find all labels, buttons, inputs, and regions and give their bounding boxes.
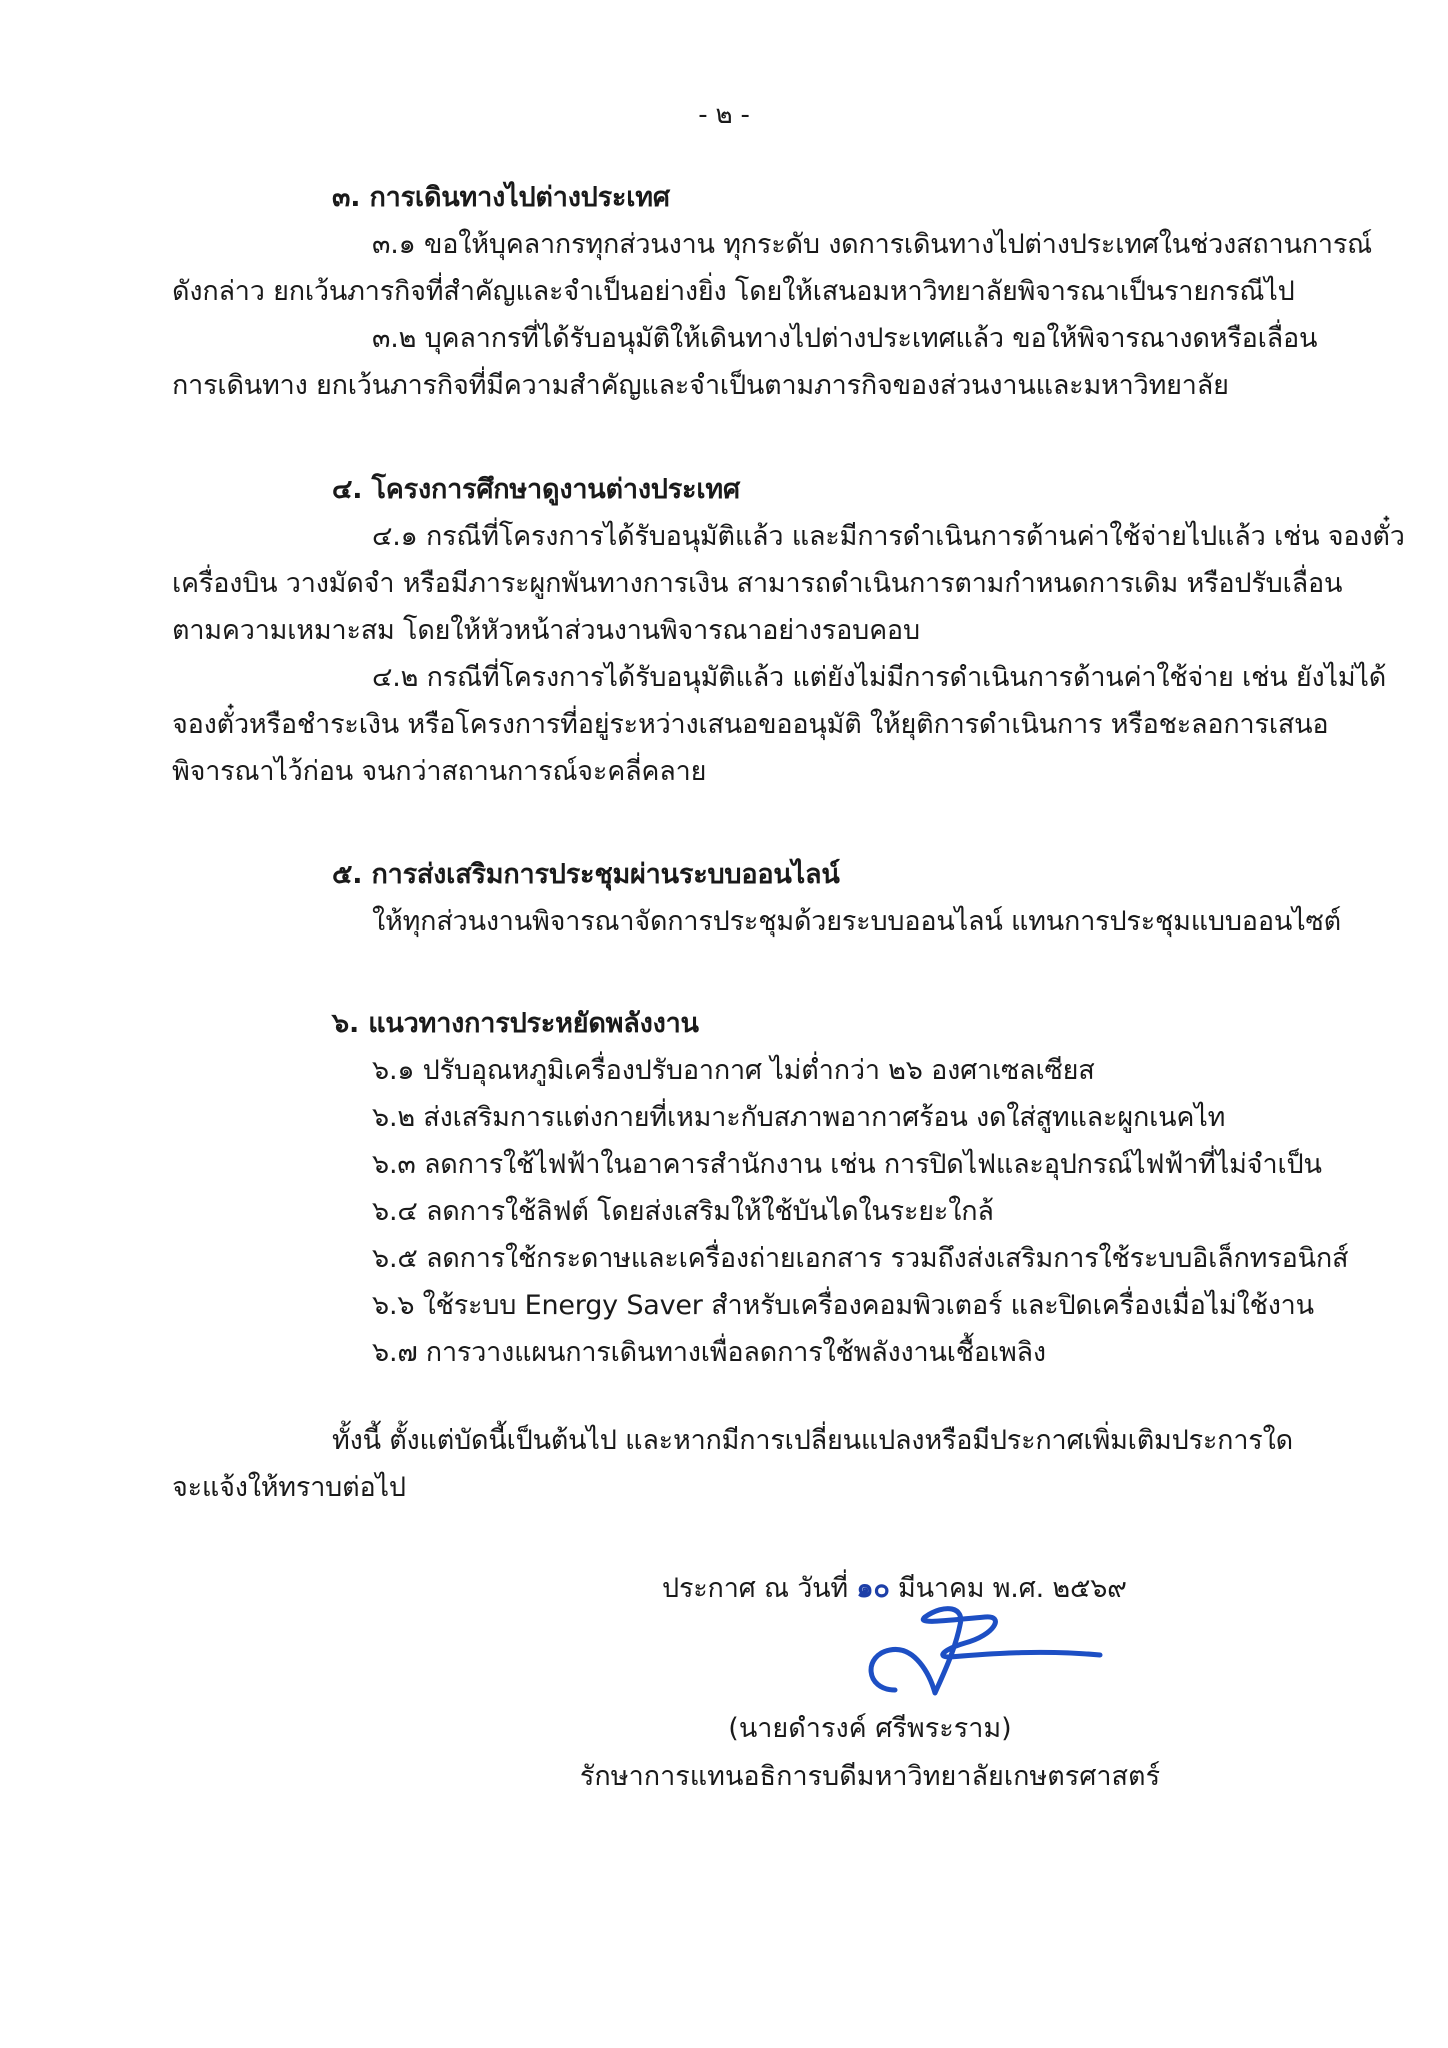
announcement-day: ๑๐ xyxy=(856,1573,890,1604)
section-6-item-6: ๖.๖ ใช้ระบบ Energy Saver สำหรับเครื่องคอมพิวเตอร์ และปิดเครื่องเมื่อไม่ใช้งาน xyxy=(372,1290,1314,1321)
signature-icon xyxy=(855,1595,1115,1705)
section-6-item-4: ๖.๔ ลดการใช้ลิฟต์ โดยส่งเสริมให้ใช้บันไดในระยะใกล้ xyxy=(372,1196,994,1227)
section-6-heading: ๖. แนวทางการประหยัดพลังงาน xyxy=(332,1008,699,1039)
section-4-1-line-1: ๔.๑ กรณีที่โครงการได้รับอนุมัติแล้ว และมีการดำเนินการด้านค่าใช้จ่ายไปแล้ว เช่น จองตั๋ว xyxy=(372,521,1405,552)
closing-line-2: จะแจ้งให้ทราบต่อไป xyxy=(172,1472,406,1503)
section-4-2-line-2: จองตั๋วหรือชำระเงิน หรือโครงการที่อยู่ระหว่างเสนอขออนุมัติ ให้ยุติการดำเนินการ หรือชะลอการเสนอ xyxy=(172,709,1329,740)
announcement-prefix: ประกาศ ณ วันที่ xyxy=(662,1573,849,1604)
section-4-2-line-1: ๔.๒ กรณีที่โครงการได้รับอนุมัติแล้ว แต่ยังไม่มีการดำเนินการด้านค่าใช้จ่าย เช่น ยังไม่ได้ xyxy=(372,662,1387,693)
signatory-name: (นายดำรงค์ ศรีพระราม) xyxy=(728,1713,1012,1744)
section-3-1-line-2: ดังกล่าว ยกเว้นภารกิจที่สำคัญและจำเป็นอย่างยิ่ง โดยให้เสนอมหาวิทยาลัยพิจารณาเป็นรายกรณีไป xyxy=(172,276,1295,307)
signatory-position: รักษาการแทนอธิการบดีมหาวิทยาลัยเกษตรศาสตร์ xyxy=(579,1761,1161,1792)
section-5-paragraph: ให้ทุกส่วนงานพิจารณาจัดการประชุมด้วยระบบออนไลน์ แทนการประชุมแบบออนไซต์ xyxy=(372,906,1341,937)
section-6-item-1: ๖.๑ ปรับอุณหภูมิเครื่องปรับอากาศ ไม่ต่ำกว่า ๒๖ องศาเซลเซียส xyxy=(372,1055,1095,1086)
section-6-item-3: ๖.๓ ลดการใช้ไฟฟ้าในอาคารสำนักงาน เช่น การปิดไฟและอุปกรณ์ไฟฟ้าที่ไม่จำเป็น xyxy=(372,1149,1322,1180)
section-3-1-line-1: ๓.๑ ขอให้บุคลากรทุกส่วนงาน ทุกระดับ งดการเดินทางไปต่างประเทศในช่วงสถานการณ์ xyxy=(372,229,1373,260)
section-4-heading: ๔. โครงการศึกษาดูงานต่างประเทศ xyxy=(332,474,740,505)
section-6-item-7: ๖.๗ การวางแผนการเดินทางเพื่อลดการใช้พลังงานเชื้อเพลิง xyxy=(372,1337,1046,1368)
section-6-item-5: ๖.๕ ลดการใช้กระดาษและเครื่องถ่ายเอกสาร รวมถึงส่งเสริมการใช้ระบบอิเล็กทรอนิกส์ xyxy=(372,1243,1349,1274)
page-number: - ๒ - xyxy=(698,100,750,130)
closing-line-1: ทั้งนี้ ตั้งแต่บัดนี้เป็นต้นไป และหากมีการเปลี่ยนแปลงหรือมีประกาศเพิ่มเติมประการใด xyxy=(332,1425,1293,1456)
section-3-2-line-1: ๓.๒ บุคลากรที่ได้รับอนุมัติให้เดินทางไปต่างประเทศแล้ว ขอให้พิจารณางดหรือเลื่อน xyxy=(372,323,1318,354)
section-6-item-2: ๖.๒ ส่งเสริมการแต่งกายที่เหมาะกับสภาพอากาศร้อน งดใส่สูทและผูกเนคไท xyxy=(372,1102,1226,1133)
section-4-2-line-3: พิจารณาไว้ก่อน จนกว่าสถานการณ์จะคลี่คลาย xyxy=(172,756,707,787)
section-4-1-line-3: ตามความเหมาะสม โดยให้หัวหน้าส่วนงานพิจารณาอย่างรอบคอบ xyxy=(172,615,920,646)
section-4-1-line-2: เครื่องบิน วางมัดจำ หรือมีภาระผูกพันทางการเงิน สามารถดำเนินการตามกำหนดการเดิม หรือปรับเลื่อน xyxy=(172,568,1343,599)
announcement-month-year: มีนาคม พ.ศ. ๒๕๖๙ xyxy=(898,1573,1127,1604)
section-5-heading: ๕. การส่งเสริมการประชุมผ่านระบบออนไลน์ xyxy=(332,859,840,890)
section-3-2-line-2: การเดินทาง ยกเว้นภารกิจที่มีความสำคัญและจำเป็นตามภารกิจของส่วนงานและมหาวิทยาลัย xyxy=(172,370,1229,401)
section-3-heading: ๓. การเดินทางไปต่างประเทศ xyxy=(332,182,670,213)
